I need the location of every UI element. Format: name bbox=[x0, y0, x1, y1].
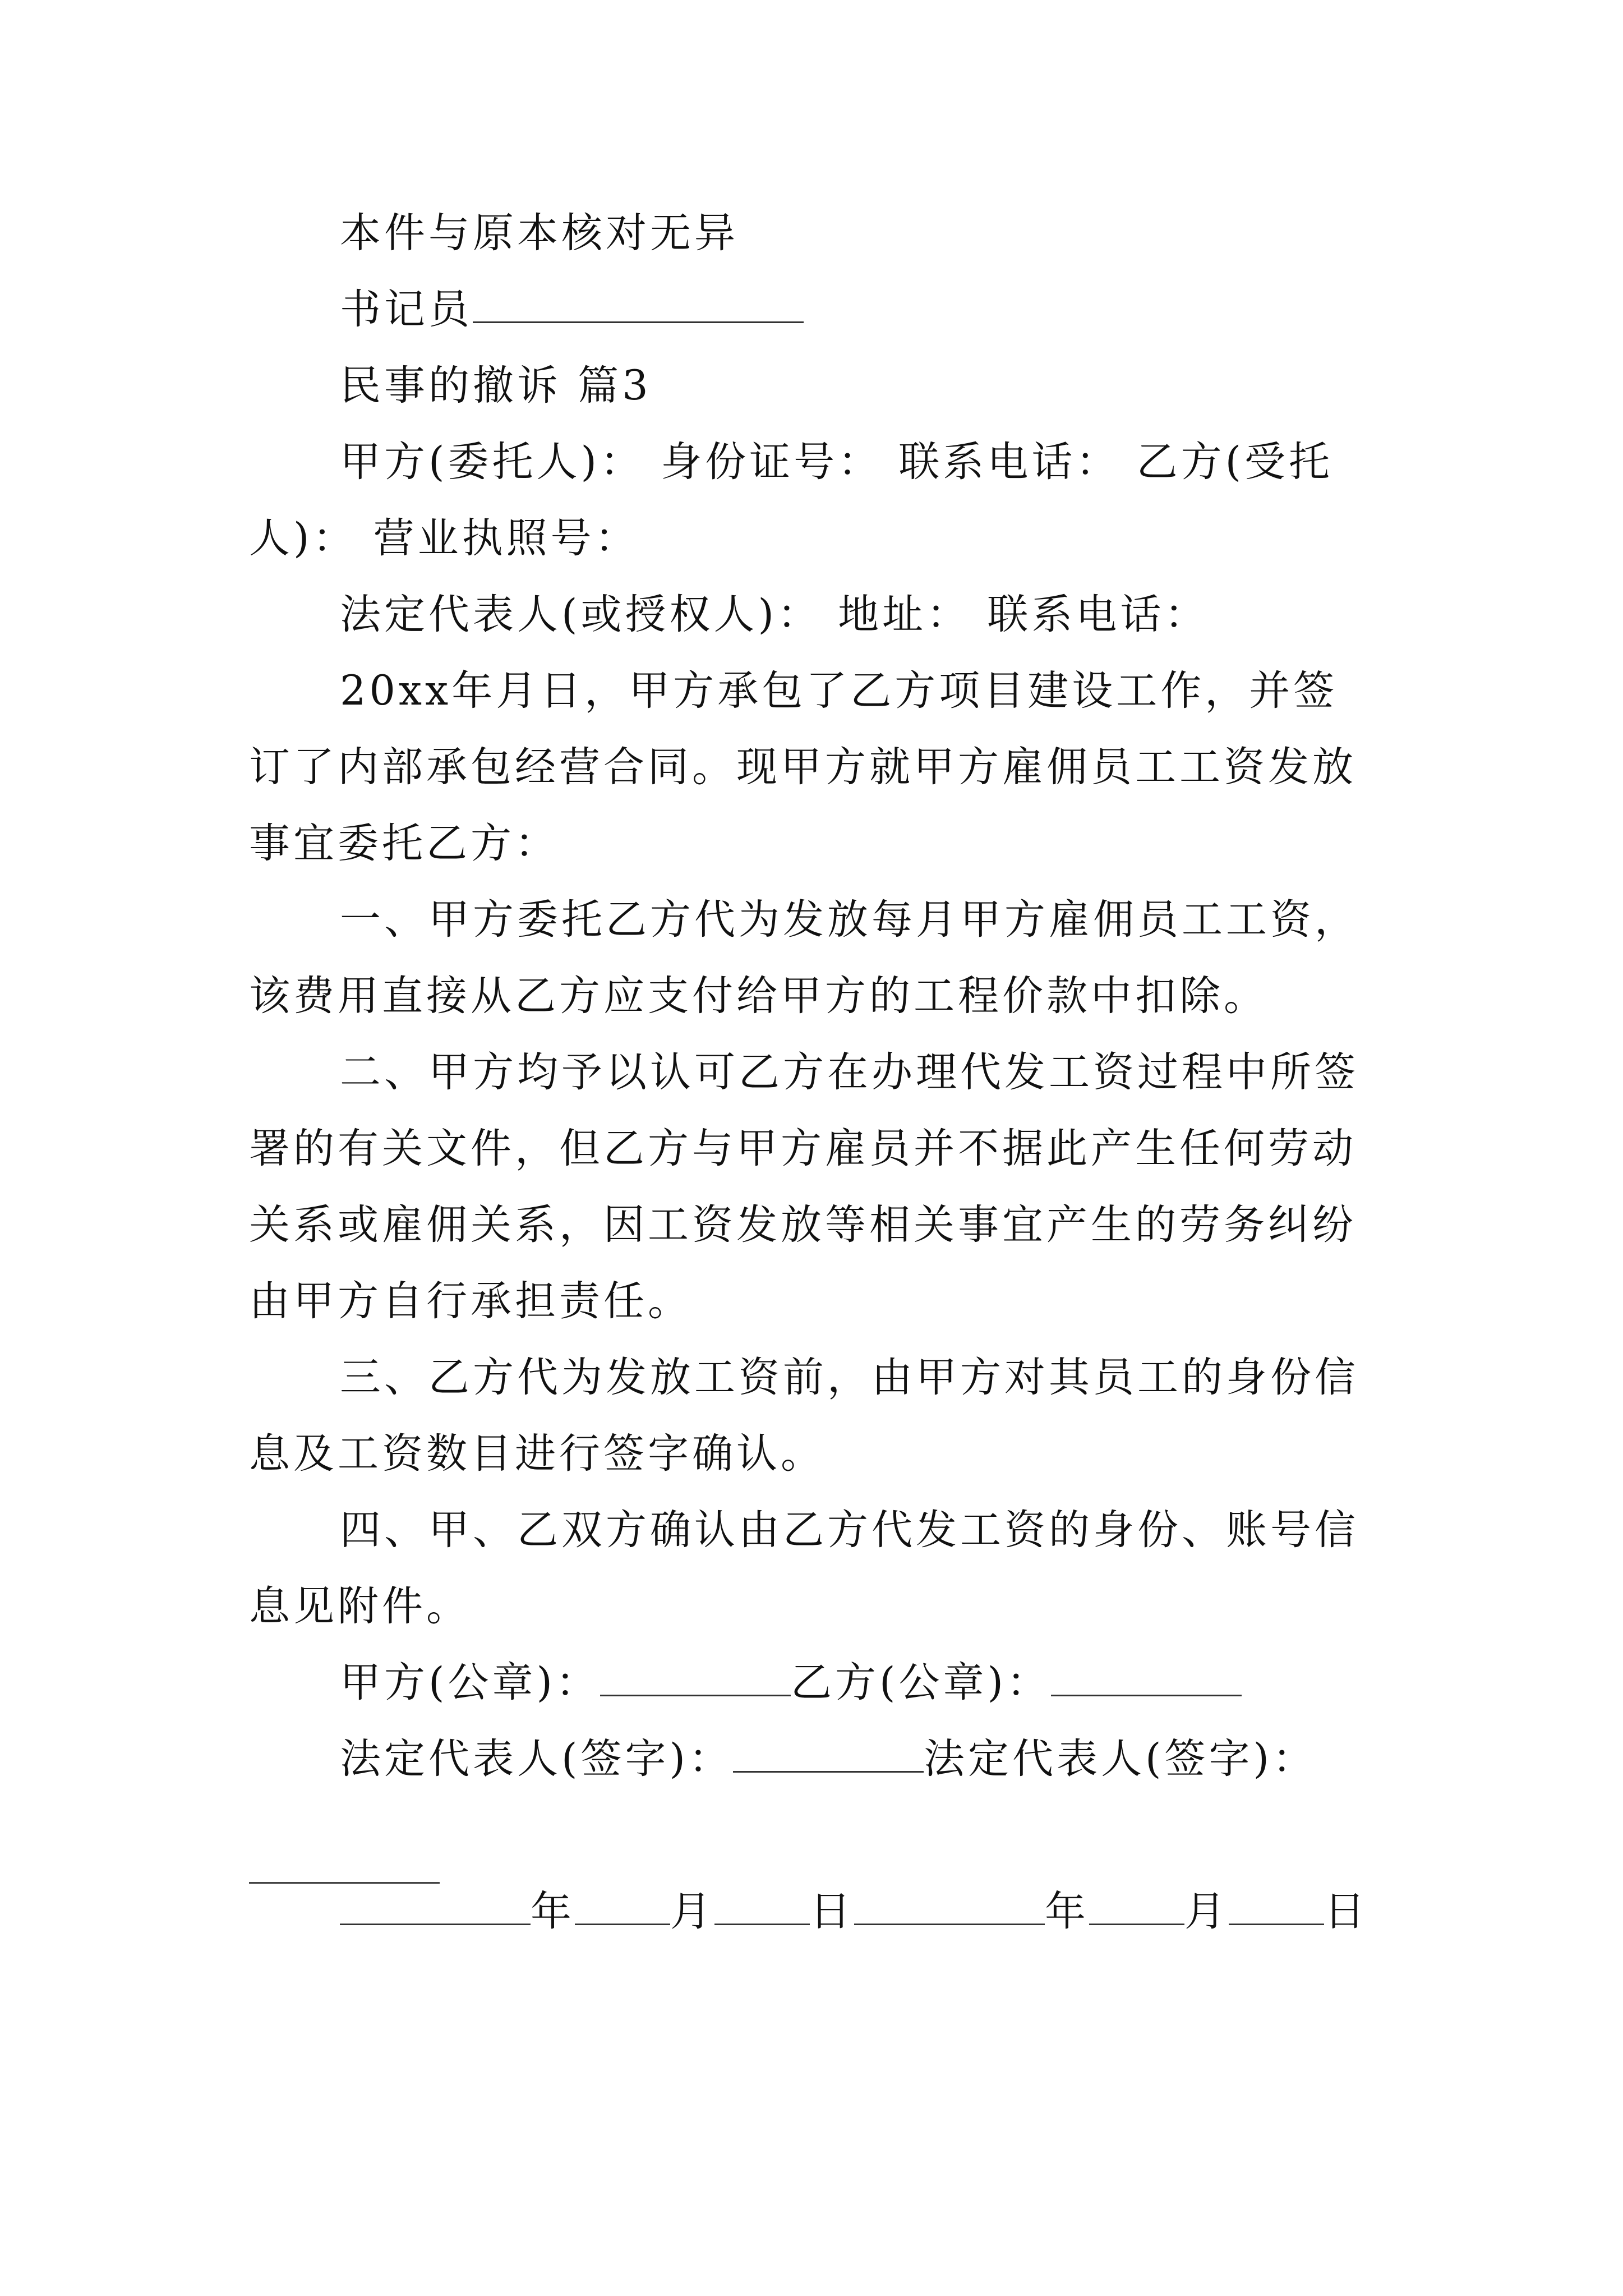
intro-paragraph bbox=[249, 653, 1374, 882]
date-a-month: 月 bbox=[670, 1888, 714, 1935]
seal-b-blank bbox=[1051, 1694, 1242, 1696]
date-line bbox=[340, 1874, 1368, 1950]
seal-line bbox=[340, 1645, 1242, 1721]
clause-4 bbox=[249, 1492, 1374, 1645]
sign-a-label: 法定代表人(签字)： bbox=[340, 1735, 733, 1783]
date-b-month: 月 bbox=[1184, 1888, 1229, 1935]
seal-a-blank bbox=[600, 1694, 791, 1696]
parties-paragraph bbox=[249, 424, 1374, 577]
representative-line: 法定代表人(或授权人)： 地址： 联系电话： bbox=[340, 591, 1209, 638]
date-a-year-blank bbox=[340, 1923, 531, 1925]
intro-text: 20xx年月日，甲方承包了乙方项目建设工作，并签订了内部承包经营合同。现甲方就甲方雇佣员工工资发放事宜委托乙方： bbox=[249, 667, 1357, 867]
date-b-year: 年 bbox=[1045, 1888, 1089, 1935]
seal-a-label: 甲方(公章)： bbox=[340, 1659, 600, 1706]
clerk-line bbox=[340, 272, 804, 348]
sign-b-label: 法定代表人(签字)： bbox=[923, 1735, 1317, 1783]
date-b-day-blank bbox=[1229, 1923, 1324, 1925]
date-b-year-blank bbox=[854, 1923, 1045, 1925]
clause-2-text: 二、甲方均予以认可乙方在办理代发工资过程中所签署的有关文件，但乙方与甲方雇员并不据此产生任何劳动关系或雇佣关系，因工资发放等相关事宜产生的劳务纠纷由甲方自行承担责任。 bbox=[249, 1048, 1359, 1325]
parties-text: 甲方(委托人)： 身份证号： 联系电话： 乙方(受托人)： 营业执照号： bbox=[249, 438, 1334, 562]
section-title: 民事的撤诉 篇3 bbox=[340, 362, 652, 409]
clerk-blank bbox=[473, 321, 804, 323]
clause-4-text: 四、甲、乙双方确认由乙方代发工资的身份、账号信息见附件。 bbox=[249, 1506, 1359, 1630]
date-b-month-blank bbox=[1089, 1923, 1184, 1925]
sign-a-blank bbox=[733, 1770, 924, 1773]
date-a-year: 年 bbox=[531, 1888, 575, 1935]
clerk-label: 书记员 bbox=[340, 286, 473, 333]
date-a-month-blank bbox=[575, 1923, 670, 1925]
clause-1 bbox=[249, 882, 1374, 1034]
date-a-day-blank bbox=[714, 1923, 810, 1925]
date-a-day: 日 bbox=[810, 1888, 854, 1935]
seal-b-label: 乙方(公章)： bbox=[790, 1659, 1051, 1706]
verification-note: 本件与原本核对无异 bbox=[340, 209, 739, 257]
clause-2 bbox=[249, 1034, 1374, 1340]
clause-3-text: 三、乙方代为发放工资前，由甲方对其员工的身份信息及工资数目进行签字确认。 bbox=[249, 1354, 1359, 1478]
clause-1-text: 一、甲方委托乙方代为发放每月甲方雇佣员工工资，该费用直接从乙方应支付给甲方的工程价款中扣除。 bbox=[249, 896, 1359, 1020]
signature-line bbox=[340, 1721, 1317, 1797]
date-b-day: 日 bbox=[1324, 1888, 1368, 1935]
clause-3 bbox=[249, 1340, 1374, 1492]
